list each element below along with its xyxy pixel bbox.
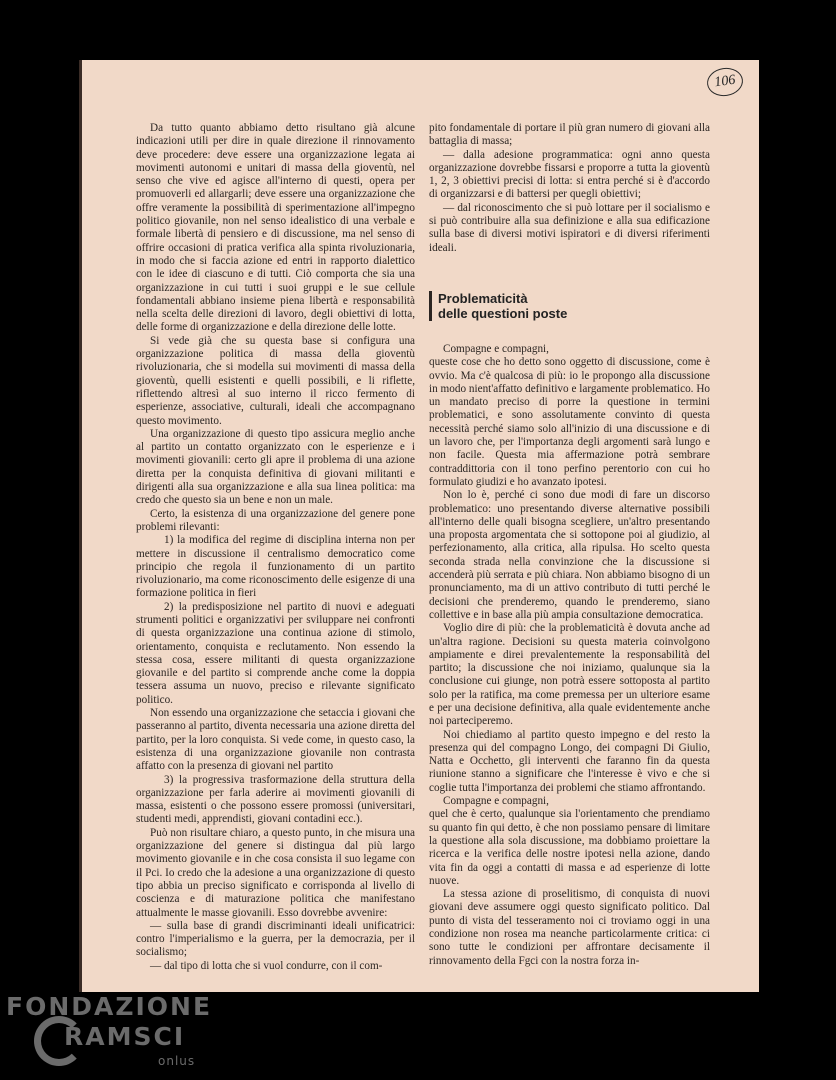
paragraph: Può non risultare chiaro, a questo punto, in che misura una organizzazione del genere si distingua dal più largo movimento giovanile e in che cosa consista il suo legame con il Pci. Io credo che la adesione a una organizzazione di questo tipo abbia un preciso significato e corrisponda al livello di coscienza e di maturazione politica che manifestano attualmente le masse giovanili. Esso dovrebbe avvenire: bbox=[136, 826, 415, 919]
logo-line-1: FONDAZIONE bbox=[6, 992, 213, 1021]
list-item: 2) la predisposizione nel partito di nuovi e adeguati strumenti politici e organizzativi per sviluppare nei confronti di questa organizzazione una continua azione di stimolo, orientamento, conquista e reclutamento. Non essendo la stessa cosa, essere militanti di questa organizzazione giovanile e del partito si comprende anche come la doppia tessera assuma un nuovo, preciso e rilevante significato politico. bbox=[136, 600, 415, 706]
paragraph: Voglio dire di più: che la problematicità è dovuta anche ad un'altra ragione. Decisioni su questa materia coinvolgono ampiamente e direi prevalentemente la responsabilità del partito; la discussione che noi iniziamo, qualunque sia la conclusione cui giunge, non potrà essere sottoposta al partito solo per la ratifica, ma come premessa per un ulteriore esame e per una decisione definitiva, alla quale evidentemente anche noi parteciperemo. bbox=[429, 622, 710, 728]
list-item: — dal tipo di lotta che si vuol condurre, con il com- bbox=[150, 959, 383, 972]
list-item: — dal riconoscimento che si può lottare per il socialismo e si può contribuire alla sua definizione e alla sua edificazione sulla base di diversi motivi ispiratori e di diversi riferimenti ideali. bbox=[429, 201, 710, 254]
paragraph: Certo, la esistenza di una organizzazione del genere pone problemi rilevanti: bbox=[136, 507, 415, 533]
paragraph: Da tutto quanto abbiamo detto risultano già alcune indicazioni utili per dire in quale direzione il rinnovamento deve procedere: deve essere una organizzazione legata ai movimenti autonomi e unitari di massa della gioventù, nel senso che vive ed agisce all'interno di questi, opera per promuoverli ed allargarli; deve essere una organizzazione che offre veramente la possibilità di sperimentazione all'impegno politico giovanile, non nel senso idealistico di una verbale e formale libertà di pensiero e di discussione, ma nel senso di offrire occasioni di pratica verifica alla spinta rivoluzionaria, in modo che si faccia azione ed entri in rapporto dialettico con le idee di ciascuno e di tutti. Ciò comporta che sia una organizzazione in cui tutti i suoi gruppi e le sue cellule fondamentali abbiano insieme piena libertà e responsabilità nella scelta delle direzioni di lavoro, degli obiettivi di lotta, delle forme di organizzazione e della direzione delle lotte. bbox=[136, 122, 415, 334]
list-item: 3) la progressiva trasformazione della struttura della organizzazione per farla aderire ai movimenti giovanili di massa, esistenti o che possono essere promossi (universitari, studenti medi, apprendisti, giovani contadini ecc.). bbox=[136, 773, 415, 826]
page-number-stamp: 106 bbox=[705, 66, 745, 99]
paragraph: Una organizzazione di questo tipo assicura meglio anche al partito un contatto organizzato con le esperienze e i movimenti giovanili: certo gli apre il problema di una azione diretta per la conquista definitiva di giovani militanti e dirigenti alla sua organizzazione e alla sua linea politica: ma credo che questo sia un bene e non un male. bbox=[136, 427, 415, 507]
left-text-column bbox=[136, 122, 415, 973]
paragraph: La stessa azione di proselitismo, di conquista di nuovi giovani deve assumere oggi questo significato politico. Dal punto di vista del tesseramento noi ci troviamo oggi in una condizione non rosea ma neanche particolarmente critica: ci sono tutte le condizioni per affrontare decisamente il rinnovamento della Fgci con la nostra forza in- bbox=[429, 888, 710, 967]
paragraph: Non lo è, perché ci sono due modi di fare un discorso problematico: uno presentando diverse alternative possibili all'interno delle quali bisogna scegliere, un'altro presentando una proposta argomentata che si sottopone poi al giudizio, al perfezionamento, alla critica, alla ripulsa. Ho scelto questa seconda strada nella convinzione che la discussione si accenderà più serrata e più chiara. Non abbiamo bisogno di un pronunciamento, ma di un attivo contributo di tutti perché le decisioni che prenderemo, quando le prenderemo, siano collettive e in base alla più ampia consultazione democratica. bbox=[429, 489, 710, 621]
list-item: — sulla base di grandi discriminanti ideali unificatrici: contro l'imperialismo e la guerra, per la democrazia, per il socialismo; bbox=[136, 919, 415, 959]
paragraph: pito fondamentale di portare il più gran numero di giovani alla battaglia di massa; bbox=[429, 122, 710, 148]
logo-suffix: onlus bbox=[158, 1054, 196, 1068]
section-heading-line: Problematicità bbox=[438, 290, 528, 306]
list-item: 1) la modifica del regime di disciplina interna non per mettere in discussione il centralismo democratico come principio che regola il funzionamento di un partito rivoluzionario, ma come riconoscimento delle esigenze di una formazione politica in fieri bbox=[136, 534, 415, 600]
section-heading bbox=[429, 291, 710, 321]
salutation: Compagne e compagni, bbox=[443, 342, 549, 355]
paragraph: queste cose che ho detto sono oggetto di discussione, come è ovvio. Ma c'è qualcosa di più: io le propongo alla discussione in modo nient'affatto definitivo e largamente problematico. Ho un mandato preciso di porre la questione in termini problematici, e sono assolutamente convinto di questa necessità perché siamo solo all'inizio di una discussione e di un lavoro che, per l'importanza degli argomenti sarà lungo e non facile. Questa mia affermazione potrà sembrare contraddittoria con il tono perfino perentorio con cui ho formulato giudizi e ho avanzato ipotesi. bbox=[429, 356, 710, 488]
salutation: Compagne e compagni, bbox=[443, 795, 549, 808]
list-item: — dalla adesione programmatica: ogni anno questa organizzazione dovrebbe fissarsi e proporre a tutta la gioventù 1, 2, 3 obiettivi precisi di lotta: si entra perché si è d'accordo di organizzarsi e di battersi per quegli obiettivi; bbox=[429, 148, 710, 201]
paragraph: quel che è certo, qualunque sia l'orientamento che prendiamo su quanto fin qui detto, è che non possiamo pensare di limitare la questione alla sola discussione, ma dobbiamo proiettare la ricerca e la verifica delle nostre ipotesi nella azione, dando vita fin da oggi a contatti di massa e ad esperienze di lotte nuove. bbox=[429, 808, 710, 887]
section-heading-line: delle questioni poste bbox=[438, 305, 568, 321]
paragraph: Si vede già che su questa base si configura una organizzazione politica di massa della gioventù rivoluzionaria, che si modella sui movimenti di massa della gioventù, quelli esistenti e quelli possibili, e li riflette, riflettendo altresì al suo interno il ricco fermento di esperienze, associative, culturali, ideali che accompagnano questo movimento. bbox=[136, 334, 415, 427]
logo-line-2: RAMSCI bbox=[64, 1022, 186, 1051]
paragraph: Noi chiediamo al partito questo impegno e del resto la presenza qui del compagno Longo, dei compagni Di Giulio, Natta e Occhetto, gli interventi che faranno fin da questa riunione stanno a significare che l'interesse è vivo e che si coglie tutta l'importanza dei problemi che stiamo affrontando. bbox=[429, 728, 710, 794]
fondazione-gramsci-logo bbox=[6, 992, 236, 1076]
paragraph: Non essendo una organizzazione che setaccia i giovani che passeranno al partito, diventa necessaria una azione diretta del partito, per la loro conquista. Si vede come, in questo caso, la esistenza di una organizzazione giovanile non contrasta affatto con la presenza di giovani nel partito bbox=[136, 707, 415, 773]
right-text-column bbox=[429, 122, 710, 968]
